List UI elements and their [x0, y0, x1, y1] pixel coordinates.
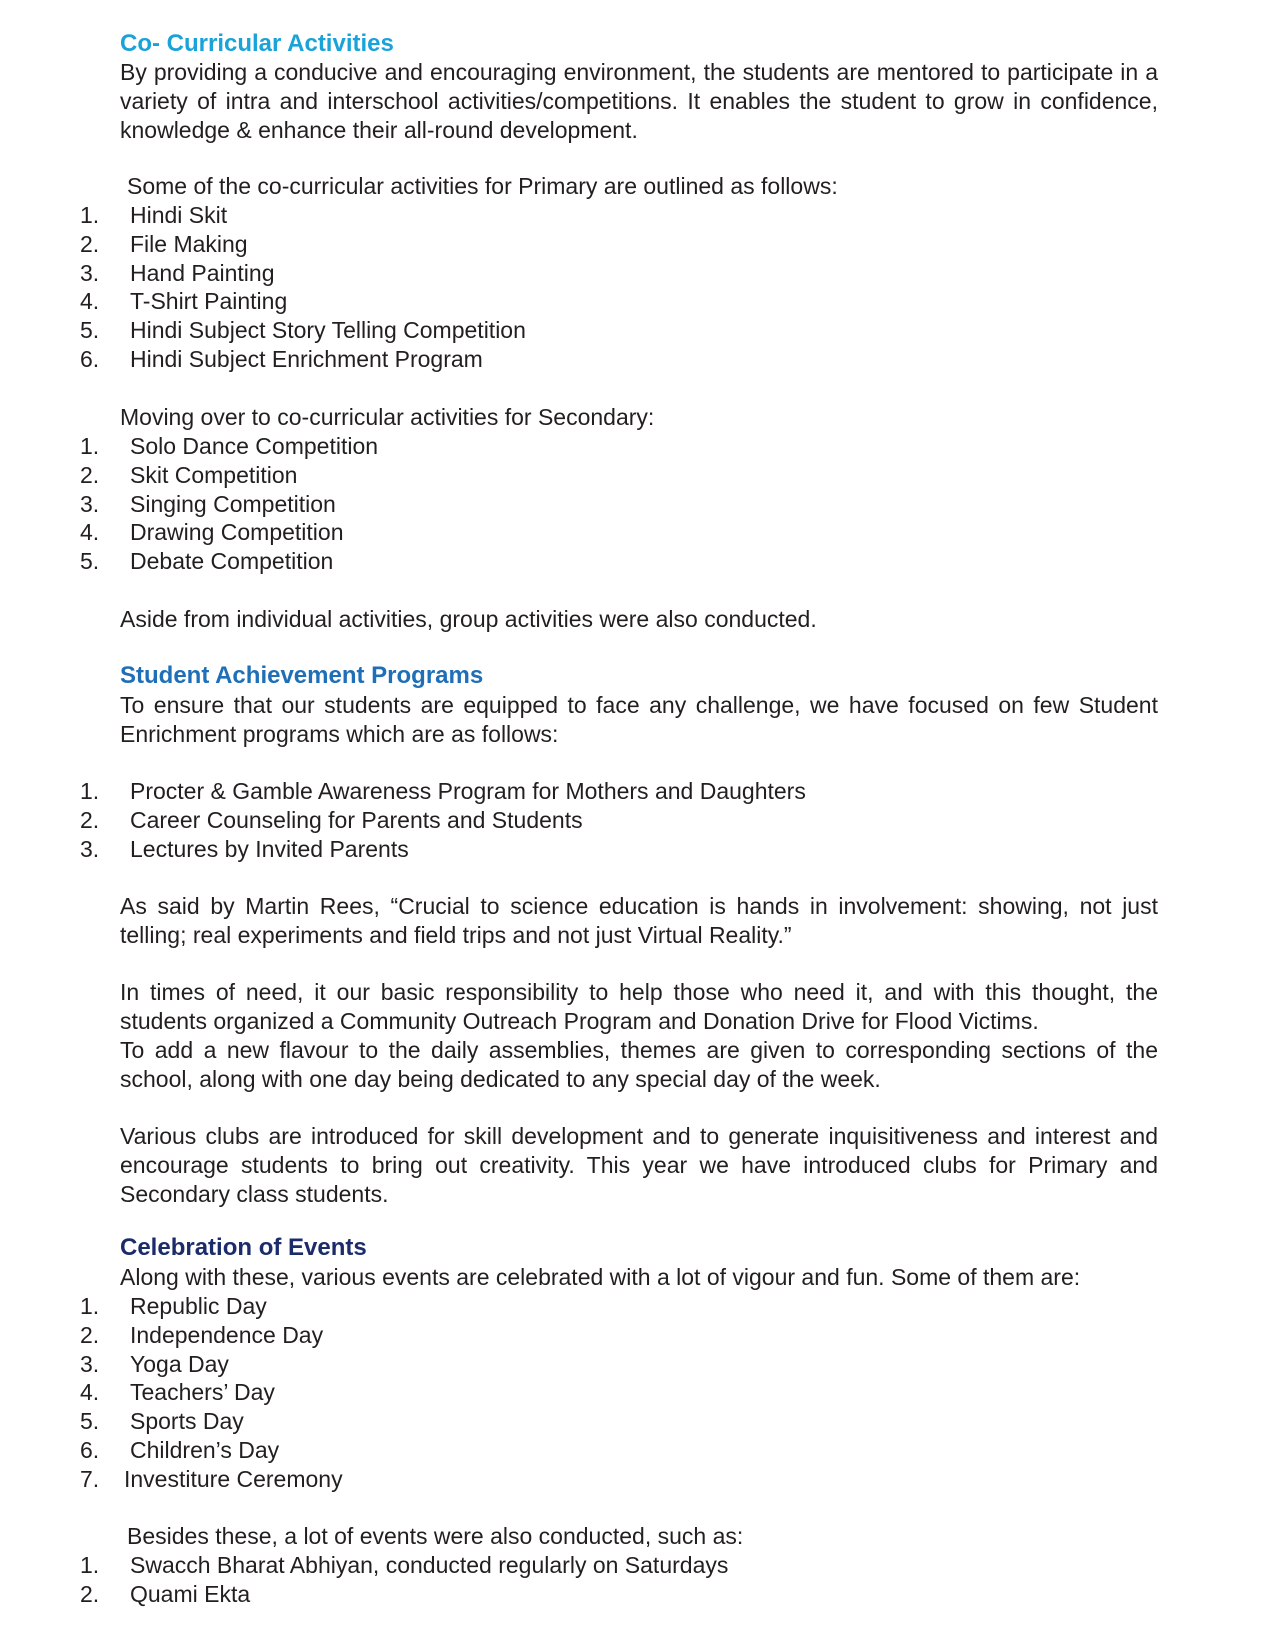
assemblies-paragraph: To add a new flavour to the daily assemblies, themes are given to corresponding sections of the school, along with one day being dedicated to any special day of the week. — [120, 1037, 1158, 1092]
list-item — [80, 201, 1080, 230]
list-text: Hindi Subject Story Telling Competition — [130, 317, 526, 344]
list-item — [80, 1436, 1080, 1465]
list-item — [80, 518, 1080, 547]
list-text: Skit Competition — [130, 461, 298, 488]
section-title-co-curricular: Co- Curricular Activities — [120, 30, 394, 57]
list-item — [80, 806, 1080, 835]
list-item — [80, 461, 1080, 490]
list-item — [80, 1378, 1080, 1407]
martin-rees-quote: As said by Martin Rees, “Crucial to science education is hands in involvement: showing, not just telling; real experiments and field trips and not just Virtual Reality.” — [120, 893, 1158, 948]
list-text: Procter & Gamble Awareness Program for Mothers and Daughters — [130, 778, 806, 804]
list-item — [80, 490, 1080, 519]
list-text: Independence Day — [130, 1321, 324, 1348]
list-number: 2. — [80, 806, 100, 833]
list-number: 1. — [80, 1552, 100, 1578]
list-number: 2. — [80, 230, 100, 257]
list-item — [80, 547, 1080, 576]
list-text: Hindi Skit — [130, 202, 228, 228]
list-text: Singing Competition — [130, 490, 336, 517]
list-text: Lectures by Invited Parents — [130, 835, 409, 862]
list-number: 1. — [80, 1293, 100, 1319]
list-number: 5. — [80, 317, 100, 344]
list-number: 6. — [80, 345, 100, 372]
list-number: 6. — [80, 1436, 100, 1463]
list-item — [80, 1551, 1080, 1580]
other-events-intro: Besides these, a lot of events were also conducted, such as: — [127, 1523, 744, 1549]
list-item — [80, 1580, 1080, 1609]
primary-activities-list — [80, 201, 1080, 374]
list-number: 1. — [80, 778, 100, 804]
list-text: Career Counseling for Parents and Students — [130, 806, 583, 833]
list-number: 2. — [80, 1321, 100, 1348]
list-number: 7. — [80, 1465, 100, 1492]
list-item — [80, 835, 1080, 864]
list-text: Hand Painting — [130, 259, 275, 286]
list-text: Hindi Subject Enrichment Program — [130, 345, 483, 372]
achievement-programs-list — [80, 777, 1080, 863]
section-title-events: Celebration of Events — [120, 1234, 367, 1261]
list-number: 4. — [80, 1379, 100, 1406]
list-item — [80, 316, 1080, 345]
list-item — [80, 432, 1080, 461]
list-number: 3. — [80, 835, 100, 862]
list-number: 3. — [80, 259, 100, 286]
list-text: Sports Day — [130, 1408, 244, 1435]
list-number: 3. — [80, 1350, 100, 1377]
outreach-paragraph: In times of need, it our basic responsibility to help those who need it, and with this thought, the students organized a Community Outreach Program and Donation Drive for Flood Victims. — [120, 979, 1158, 1034]
list-item — [80, 1292, 1080, 1321]
list-text: T-Shirt Painting — [130, 288, 288, 315]
list-text: Children’s Day — [130, 1436, 280, 1463]
list-number: 5. — [80, 1408, 100, 1435]
co-curricular-intro: By providing a conducive and encouraging environment, the students are mentored to participate in a variety of intra and interschool activities/competitions. It enables the student to grow in confidence, knowledge & enhance their all-round development. — [120, 59, 1158, 143]
primary-activities-intro: Some of the co-curricular activities for Primary are outlined as follows: — [127, 173, 838, 199]
list-number: 1. — [80, 433, 100, 459]
list-number: 1. — [80, 202, 100, 228]
list-number: 2. — [80, 461, 100, 488]
list-text: Drawing Competition — [130, 519, 344, 546]
list-number: 3. — [80, 490, 100, 517]
list-number: 5. — [80, 548, 100, 575]
list-item — [80, 1465, 1080, 1494]
list-text: Swacch Bharat Abhiyan, conducted regularly on Saturdays — [130, 1552, 729, 1578]
list-text: Debate Competition — [130, 548, 334, 575]
list-number: 4. — [80, 288, 100, 315]
other-events-list — [80, 1551, 1080, 1609]
list-number: 4. — [80, 519, 100, 546]
list-text: File Making — [130, 230, 248, 257]
list-item — [80, 1407, 1080, 1436]
list-text: Investiture Ceremony — [124, 1465, 343, 1492]
list-item — [80, 777, 1080, 806]
list-text: Quami Ekta — [130, 1580, 251, 1607]
list-item — [80, 1321, 1080, 1350]
group-activities-note: Aside from individual activities, group activities were also conducted. — [120, 606, 817, 632]
section-title-achievement: Student Achievement Programs — [120, 662, 484, 689]
clubs-paragraph: Various clubs are introduced for skill development and to generate inquisitiveness and interest and encourage students to bring out creativity. This year we have introduced clubs for Primary and Secondary class students. — [120, 1123, 1158, 1207]
list-text: Solo Dance Competition — [130, 433, 379, 459]
secondary-activities-intro: Moving over to co-curricular activities for Secondary: — [120, 404, 655, 430]
list-text: Republic Day — [130, 1293, 267, 1319]
list-item — [80, 259, 1080, 288]
list-text: Teachers’ Day — [130, 1379, 275, 1406]
list-item — [80, 345, 1080, 374]
achievement-intro: To ensure that our students are equipped to face any challenge, we have focused on few Student Enrichment programs which are as follows: — [120, 692, 1158, 747]
list-text: Yoga Day — [130, 1350, 229, 1377]
events-intro: Along with these, various events are celebrated with a lot of vigour and fun. Some of them are: — [120, 1264, 1081, 1290]
secondary-activities-list — [80, 432, 1080, 576]
events-list — [80, 1292, 1080, 1494]
list-number: 2. — [80, 1580, 100, 1607]
list-item — [80, 1350, 1080, 1379]
list-item — [80, 287, 1080, 316]
list-item — [80, 230, 1080, 259]
